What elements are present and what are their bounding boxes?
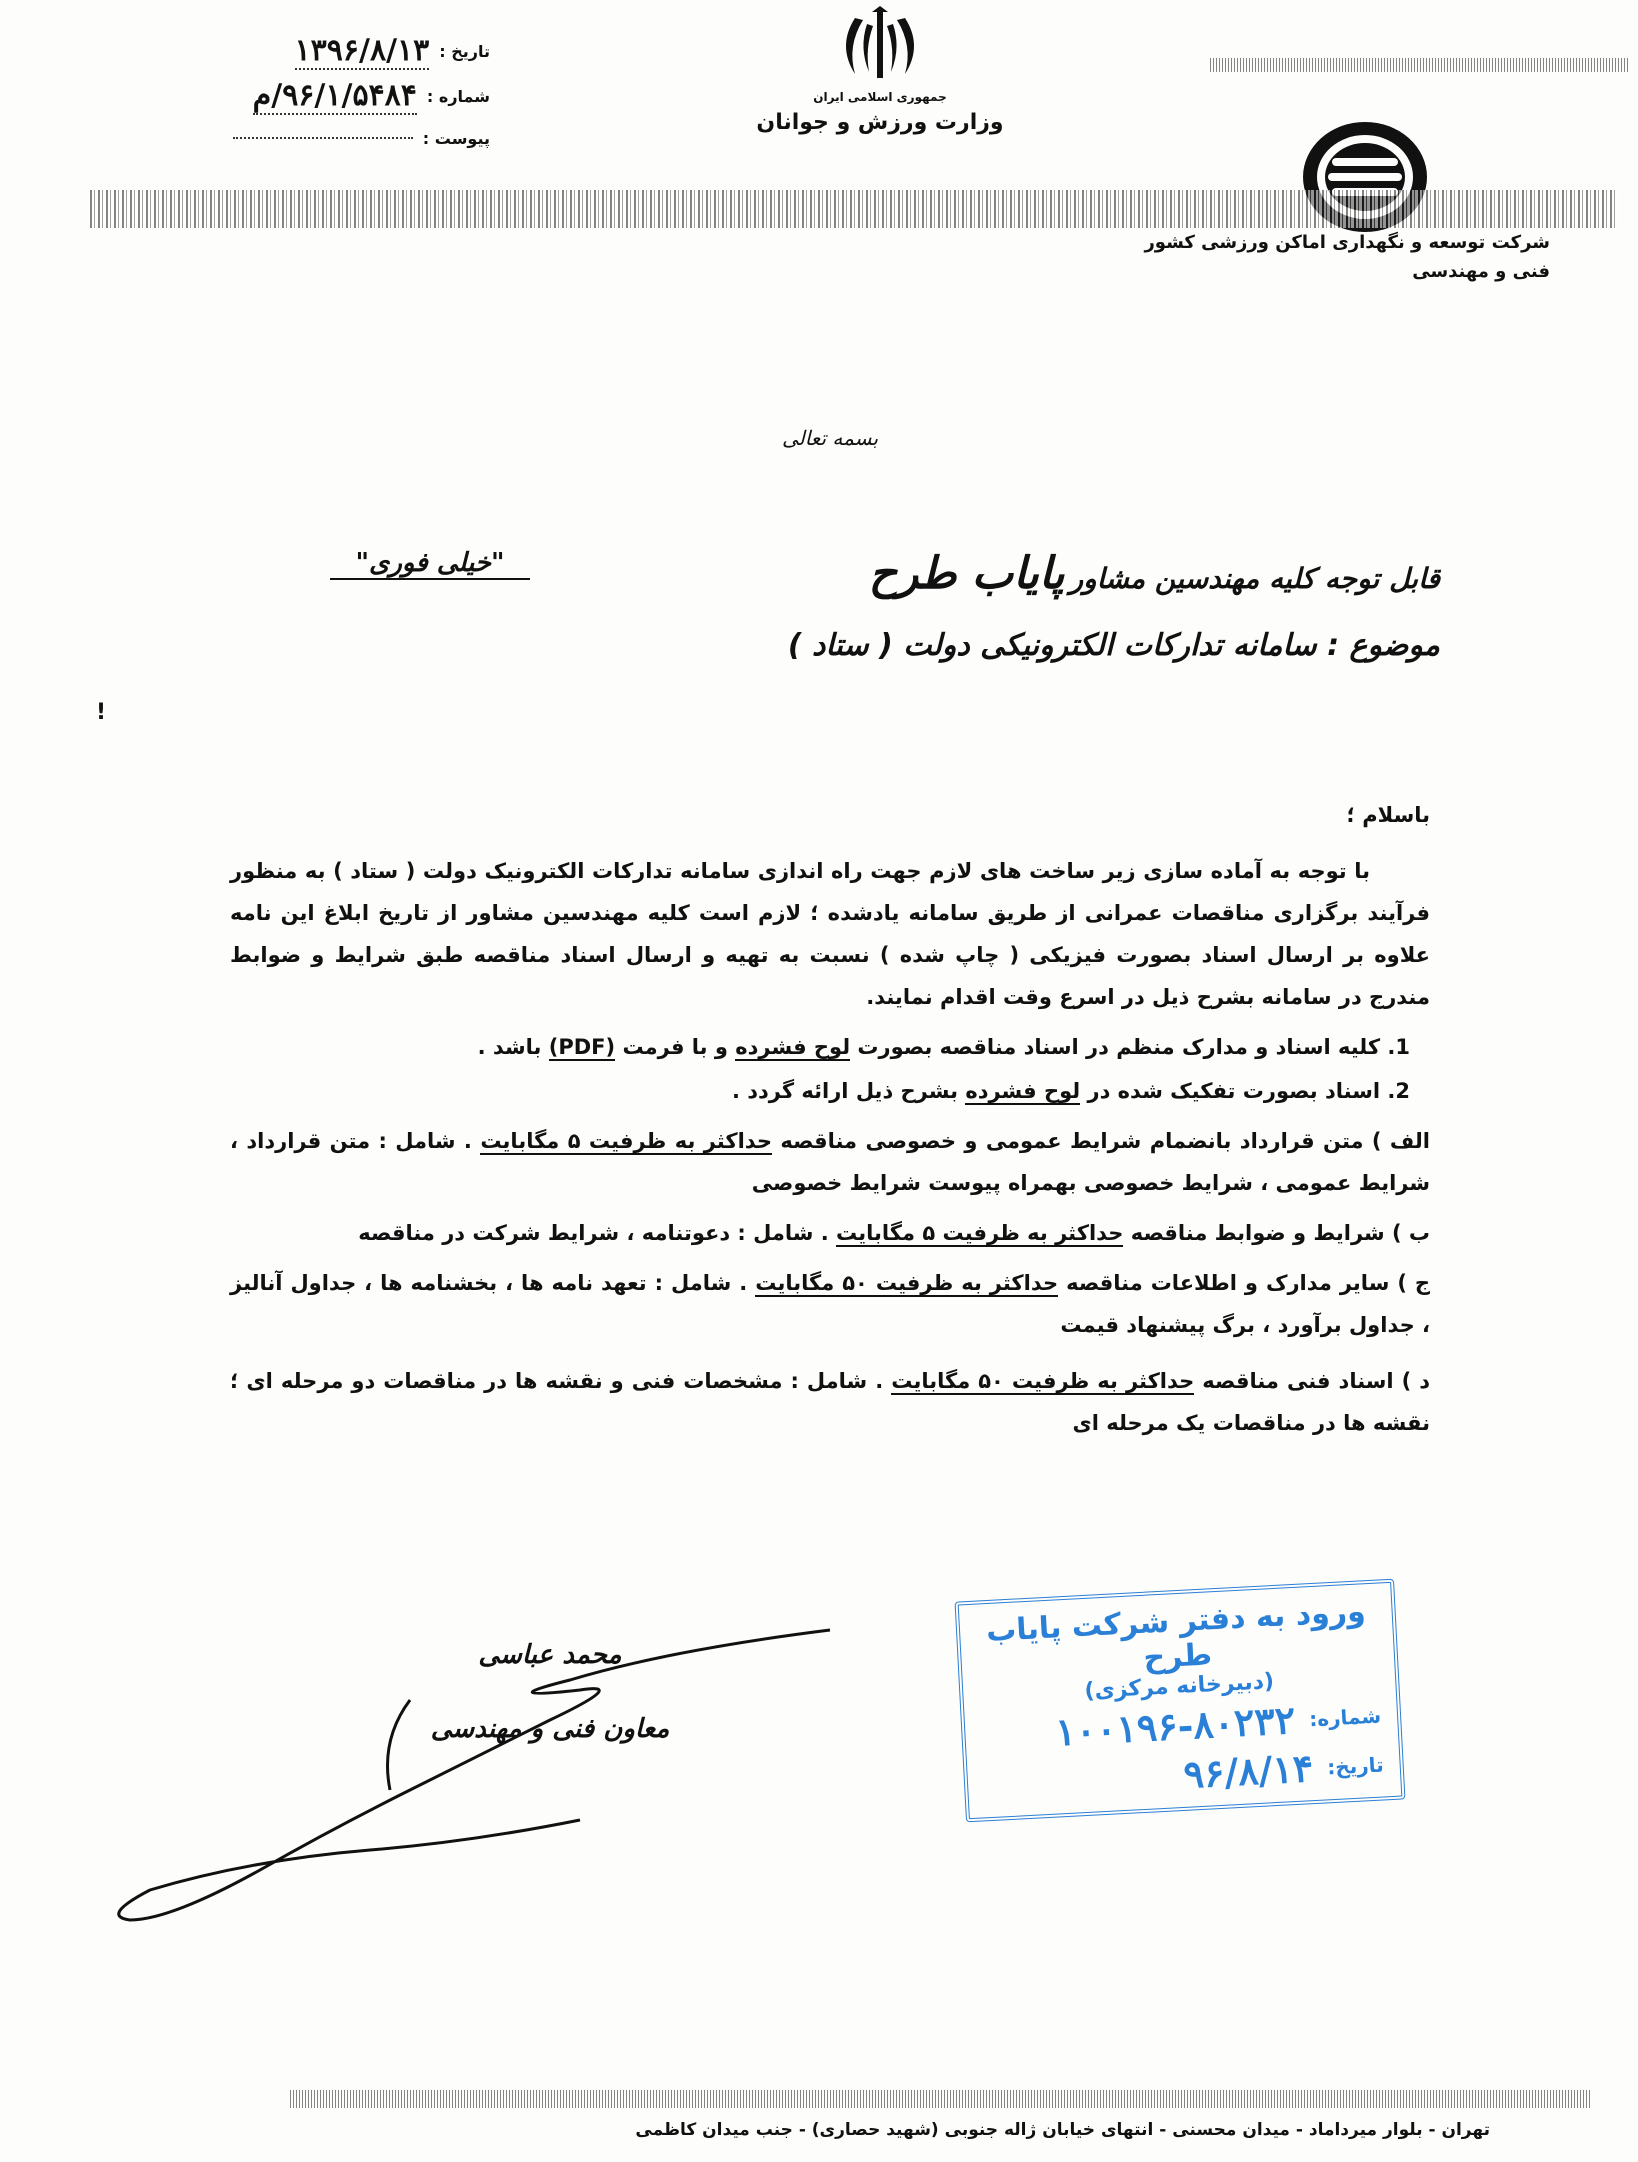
stamp-date-label: تاریخ: <box>1326 1751 1385 1779</box>
item2-u: لوح فشرده <box>965 1079 1081 1103</box>
company-name: شرکت توسعه و نگهداری اماکن ورزشی کشور <box>1144 232 1550 253</box>
date-value: ۱۳۹۶/۸/۱۳ <box>294 32 430 68</box>
greeting: باسلام ؛ <box>1346 803 1430 827</box>
dal-pre: د ) اسناد فنی مناقصه <box>1202 1369 1431 1393</box>
item2-pre: 2. اسناد بصورت تفکیک شده در <box>1087 1079 1410 1103</box>
stamp-number-value: ۱۰۰۱۹۶-۸۰۲۳۲ <box>1054 1697 1297 1755</box>
item1-u2: (PDF) <box>548 1035 616 1059</box>
item2-post: بشرح ذیل ارائه گردد . <box>731 1079 958 1103</box>
number-value: ۹۶/۱/۵۴۸۴/م <box>252 77 417 113</box>
received-stamp <box>955 1579 1406 1823</box>
dal-post: . شامل : مشخصات فنی و نقشه ها در مناقصات دو مرحله ای ؛ نقشه ها در مناقصات یک مرحله ای <box>230 1369 1430 1435</box>
be-pre: ب ) شرایط و ضوابط مناقصه <box>1130 1221 1430 1245</box>
stamp-date-value: ۹۶/۸/۱۴ <box>1182 1745 1315 1797</box>
emblem-block <box>750 6 1010 135</box>
list-item-jim <box>230 1262 1430 1346</box>
stamp-number-label: شماره: <box>1308 1703 1382 1731</box>
margin-mark: ! <box>96 700 107 725</box>
be-post: . شامل : دعوتنامه ، شرایط شرکت در مناقصه <box>358 1221 829 1245</box>
addressee-text: قابل توجه کلیه مهندسین مشاور <box>1069 562 1440 595</box>
footer-address: تهران - بلوار میرداماد - میدان محسنی - انتهای خیابان ژاله جنوبی (شهید حصاری) - جنب میدان کاظمی <box>635 2120 1490 2140</box>
invocation: بسمه تعالی <box>781 426 879 450</box>
alef-post: . شامل : متن قرارداد ، شرایط عمومی ، شرایط خصوصی بهمراه پیوست شرایط خصوصی <box>230 1129 1430 1195</box>
date-label: تاریخ : <box>439 41 490 61</box>
item1-post: باشد . <box>477 1035 542 1059</box>
subject-line: موضوع : سامانه تدارکات الکترونیکی دولت ( ستاد ) <box>787 628 1440 663</box>
be-u: حداکثر به ظرفیت ۵ مگابایت <box>836 1221 1124 1245</box>
scan-band-footer <box>290 2090 1590 2108</box>
alef-u: حداکثر به ظرفیت ۵ مگابایت <box>480 1129 773 1153</box>
urgent-note: "خیلی فوری" <box>330 548 530 580</box>
stamp-title: ورود به دفتر شرکت پایاب طرح <box>985 1594 1367 1676</box>
item1-mid: و با فرمت <box>622 1035 728 1059</box>
handwritten-signature-icon <box>110 1620 870 1940</box>
addressee-handwritten: پایاب طرح <box>868 548 1065 599</box>
list-item-2 <box>230 1076 1430 1106</box>
iran-emblem-icon <box>825 6 935 86</box>
jim-u: حداکثر به ظرفیت ۵۰ مگابایت <box>755 1271 1059 1295</box>
department-name: فنی و مهندسی <box>1412 261 1550 282</box>
reference-block <box>160 30 490 156</box>
company-block <box>1090 232 1550 282</box>
jim-pre: ج ) سایر مدارک و اطلاعات مناقصه <box>1066 1271 1431 1295</box>
addressee-line <box>840 548 1440 599</box>
scan-band-top-thin <box>1210 58 1630 72</box>
number-label: شماره : <box>426 86 490 106</box>
list-item-1 <box>230 1032 1430 1062</box>
alef-pre: الف ) متن قرارداد بانضمام شرایط عمومی و خصوصی مناقصه <box>780 1129 1430 1153</box>
jim-post: . شامل : تعهد نامه ها ، بخشنامه ها ، جداول آنالیز ، جداول برآورد ، برگ پیشنهاد قیمت <box>230 1271 1430 1337</box>
attachment-line <box>233 137 413 139</box>
item1-pre: 1. کلیه اسناد و مدارک منظم در اسناد مناقصه بصورت <box>857 1035 1410 1059</box>
list-item-dal <box>230 1360 1430 1444</box>
item1-u1: لوح فشرده <box>735 1035 851 1059</box>
signer-title: معاون فنی و مهندسی <box>430 1714 670 1744</box>
signer-name: محمد عباسی <box>478 1640 622 1670</box>
intro-paragraph: با توجه به آماده سازی زیر ساخت های لازم جهت راه اندازی سامانه تدارکات الکترونیک دولت ( ستاد ) به منظور فرآیند برگزاری مناقصات عمرانی از طریق سامانه یادشده ؛ لازم است کلیه مهندسین مشاور از تاریخ ابلاغ این نامه علاوه بر ارسال اسناد بصورت فیزیکی ( چاپ شده ) نسبت به تهیه و ارسال اسناد مناقصه طبق شرایط و ضوابط مندرج در سامانه بشرح ذیل در اسرع وقت اقدام نمایند. <box>230 859 1430 1009</box>
scan-band-top <box>90 190 1618 228</box>
emblem-caption: جمهوری اسلامی ایران <box>813 90 947 104</box>
dal-u: حداکثر به ظرفیت ۵۰ مگابایت <box>891 1369 1195 1393</box>
stamp-subtitle: (دبیرخانه مرکزی) <box>1083 1669 1275 1704</box>
letter-body <box>230 800 1430 1444</box>
ministry-name: وزارت ورزش و جوانان <box>756 110 1004 135</box>
attachment-label: پیوست : <box>422 128 490 148</box>
list-item-alef <box>230 1120 1430 1204</box>
list-item-be <box>230 1218 1430 1248</box>
